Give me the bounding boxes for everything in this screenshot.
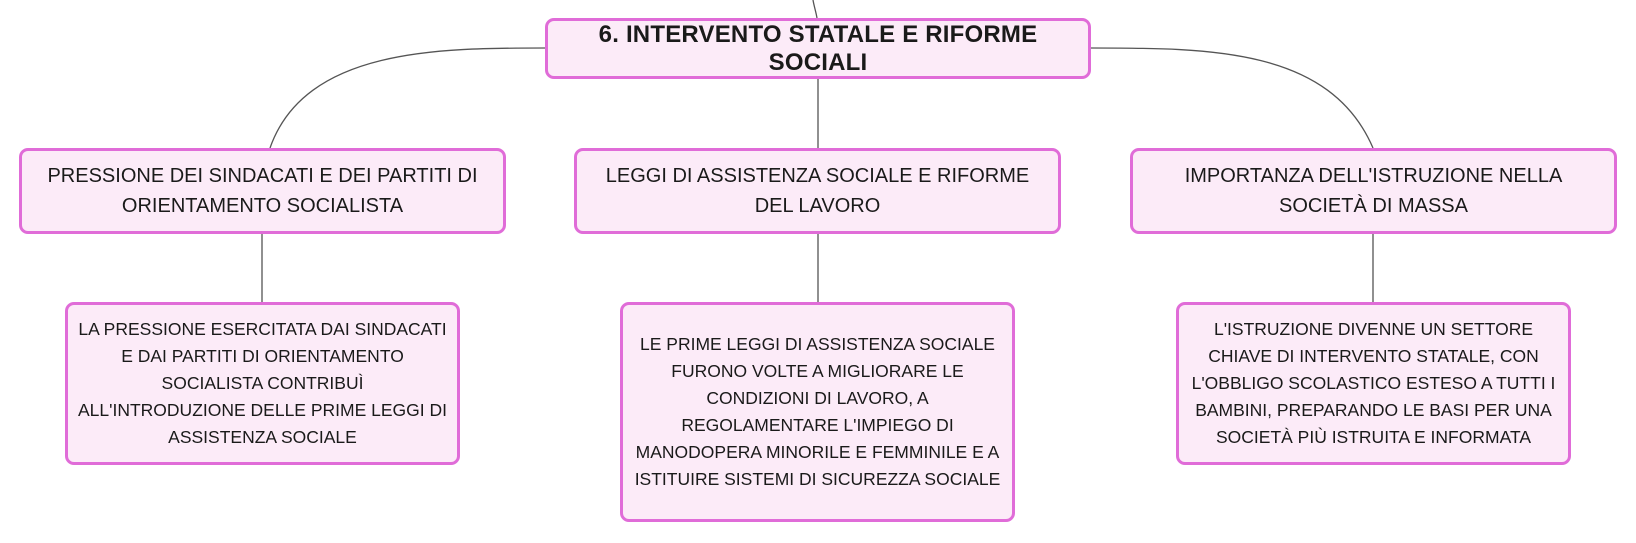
- connector-root-to-branch-1: [270, 48, 545, 148]
- detail-node-pressione-sindacati[interactable]: [65, 302, 460, 465]
- branch-node-pressione-sindacati[interactable]: [19, 148, 506, 234]
- detail-node-importanza-istruzione[interactable]: [1176, 302, 1571, 465]
- connector-incoming-parent: [813, 0, 817, 18]
- root-topic-node[interactable]: [545, 18, 1091, 79]
- detail-text: LE PRIME LEGGI DI ASSISTENZA SOCIALE FURONO VOLTE A MIGLIORARE LE CONDIZIONI DI LAVORO, A REGOLAMENTARE L'IMPIEGO DI MANODOPERA MINORILE E FEMMINILE E A ISTITUIRE SISTEMI DI SICUREZZA SOCIALE: [634, 334, 1001, 489]
- branch-node-leggi-assistenza[interactable]: [574, 148, 1061, 234]
- detail-text: LA PRESSIONE ESERCITATA DAI SINDACATI E DAI PARTITI DI ORIENTAMENTO SOCIALISTA CONTRIBUÌ ALL'INTRODUZIONE DELLE PRIME LEGGI DI ASSISTENZA SOCIALE: [78, 319, 447, 447]
- branch-label: LEGGI DI ASSISTENZA SOCIALE E RIFORME DEL LAVORO: [605, 165, 1030, 217]
- root-topic-label: 6. INTERVENTO STATALE E RIFORME SOCIALI: [598, 20, 1038, 76]
- branch-label: IMPORTANZA DELL'ISTRUZIONE NELLA SOCIETÀ DI MASSA: [1184, 165, 1563, 217]
- detail-text: L'ISTRUZIONE DIVENNE UN SETTORE CHIAVE DI INTERVENTO STATALE, CON L'OBBLIGO SCOLASTICO ESTESO A TUTTI I BAMBINI, PREPARANDO LE BASI PER UNA SOCIETÀ PIÙ ISTRUITA E INFORMATA: [1191, 319, 1556, 447]
- detail-node-leggi-assistenza[interactable]: [620, 302, 1015, 522]
- branch-node-importanza-istruzione[interactable]: [1130, 148, 1617, 234]
- connector-root-to-branch-3: [1091, 48, 1373, 148]
- branch-label: PRESSIONE DEI SINDACATI E DEI PARTITI DI ORIENTAMENTO SOCIALISTA: [47, 165, 478, 217]
